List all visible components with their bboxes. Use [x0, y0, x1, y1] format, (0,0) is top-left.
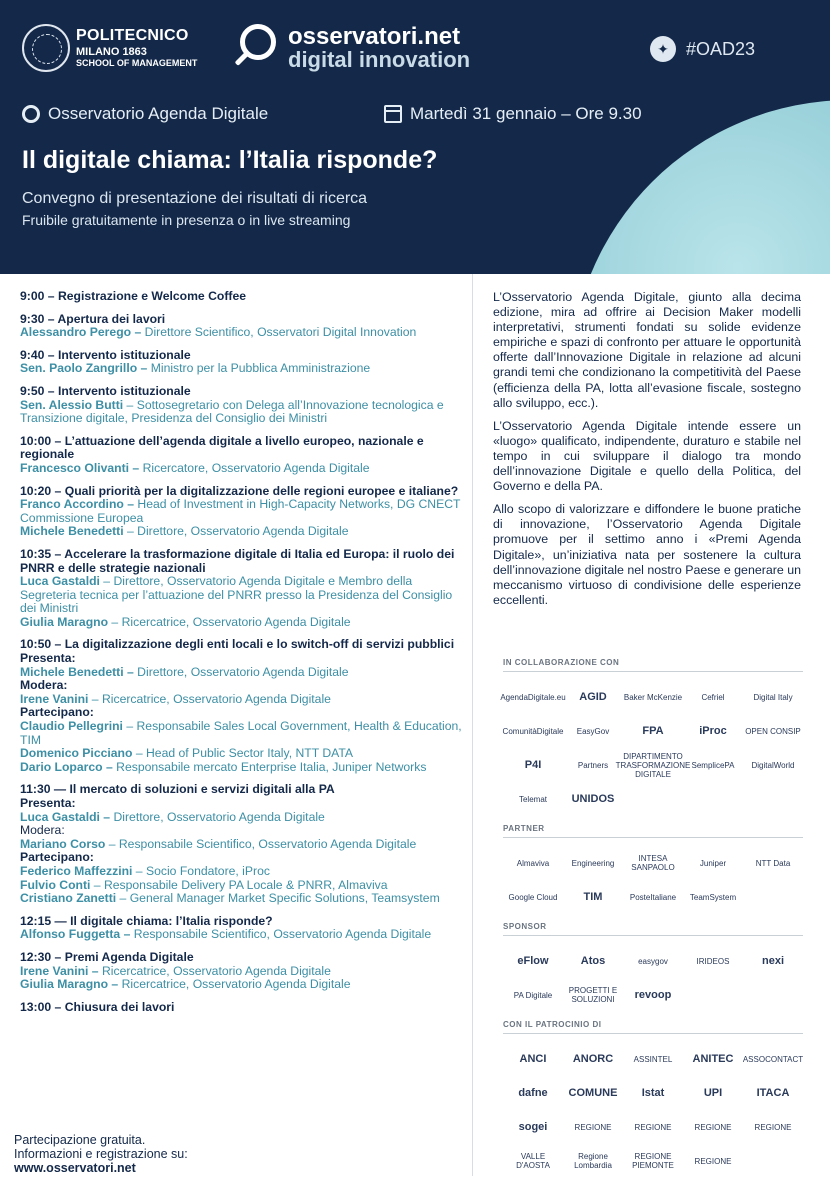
slot-role-heading: Presenta:: [20, 651, 76, 666]
speaker: [20, 928, 468, 942]
agenda-slot: [20, 435, 468, 476]
intro-text: [493, 290, 801, 616]
speaker: [20, 616, 468, 630]
speaker-role: Direttore, Osservatorio Agenda Digitale: [110, 809, 325, 824]
speaker-name: Federico Maffezzini: [20, 863, 133, 878]
speaker-name: Alfonso Fuggetta –: [20, 927, 131, 942]
slot-title: 9:30 – Apertura dei lavori: [20, 311, 166, 326]
partner-logo: Telemat: [518, 794, 547, 804]
partner-logo: FPA: [642, 724, 664, 737]
speaker-role: – Ricercatrice, Osservatorio Agenda Digitale: [108, 614, 351, 629]
speaker-role: – Head of Public Sector Italy, NTT DATA: [132, 746, 354, 761]
partner-logo: ComunitàDigitale: [502, 726, 564, 736]
slot-title: 9:00 – Registrazione e Welcome Coffee: [20, 289, 246, 303]
slot-title: 10:20 – Quali priorità per la digitalizzazione delle regioni europee e italiane?: [20, 483, 459, 498]
slot-title: 9:50 – Intervento istituzionale: [20, 383, 191, 398]
logo-sections: [500, 658, 804, 1186]
speaker: [20, 399, 468, 426]
speaker-role: – Ricercatrice, Osservatorio Agenda Digitale: [88, 691, 331, 706]
slot-title: 11:30 — Il mercato di soluzioni e servizi digitali alla PA: [20, 782, 335, 797]
twitter-hashtag[interactable]: [650, 36, 755, 62]
speaker-role: Head of Investment in High-Capacity Networks, DG CNECT Commissione Europea: [20, 497, 461, 525]
partner-logo: PROGETTI E SOLUZIONI: [568, 986, 618, 1004]
partner-logo: easygov: [638, 956, 668, 966]
agenda-slot: [20, 349, 468, 376]
osservatori-logo: [232, 22, 470, 74]
partner-logo: TIM: [583, 890, 603, 903]
speaker-role: Direttore, Osservatorio Agenda Digitale: [133, 664, 349, 679]
speaker-role: Direttore Scientifico, Osservatori Digital Innovation: [141, 325, 417, 340]
event-date-text: Martedì 31 gennaio – Ore 9.30: [410, 104, 642, 123]
speaker-role: – Sottosegretario con Delega all’Innovazione tecnologica e Transizione digitale, Presidenza del Consiglio dei Ministri: [20, 397, 444, 426]
agenda-program: [20, 290, 468, 1023]
speaker: [20, 525, 468, 539]
partner-logo: Engineering: [571, 858, 615, 868]
magnifier-icon: [232, 22, 282, 74]
speaker-role: – Direttore, Osservatorio Agenda Digitale e Membro della Segreteria tecnica per l’attuazione del PNRR presso la Presidenza del Consiglio dei Ministri: [20, 574, 453, 616]
partner-logo: COMUNE: [568, 1086, 618, 1099]
polimi-city: MILANO 1863: [76, 45, 147, 58]
speaker-role: Ricercatrice, Osservatorio Agenda Digitale: [118, 977, 351, 992]
speaker-name: Luca Gastaldi –: [20, 809, 111, 824]
agenda-slot: [20, 1001, 468, 1015]
speaker-name: Michele Benedetti –: [20, 664, 134, 679]
slot-role-heading: Partecipano:: [20, 705, 94, 720]
partner-logo: Google Cloud: [508, 892, 558, 902]
subtitle-streaming: Fruibile gratuitamente in presenza o in live streaming: [22, 212, 351, 228]
speaker-name: Irene Vanini –: [20, 963, 99, 978]
speaker-role: – Direttore, Osservatorio Agenda Digitale: [123, 524, 349, 539]
logo-grid: [503, 1042, 803, 1178]
footer-info: Informazioni e registrazione su:: [14, 1147, 188, 1161]
slot-role-heading: Presenta:: [20, 796, 76, 810]
logo-section-heading: PARTNER: [503, 824, 803, 838]
osservatori-tagline: digital innovation: [288, 47, 471, 72]
decorative-arc: [570, 100, 830, 274]
partner-logo: P4I: [524, 758, 542, 771]
partner-logo: Regione Lombardia: [574, 1152, 612, 1170]
agenda-slot: [20, 915, 468, 942]
speaker-name: Sen. Alessio Butti: [20, 397, 124, 412]
agenda-slot: [20, 385, 468, 426]
speaker: [20, 811, 468, 825]
partner-logo: ANORC: [572, 1052, 614, 1065]
speaker-role: – Socio Fondatore, iProc: [132, 863, 270, 878]
polimi-name: POLITECNICO: [76, 27, 189, 45]
speaker-name: Dario Loparco –: [20, 759, 113, 774]
hashtag-text: #OAD23: [686, 38, 756, 59]
speaker-name: Irene Vanini: [20, 691, 89, 706]
speaker: [20, 720, 468, 747]
partner-logo: Istat: [641, 1086, 665, 1099]
agenda-slot: [20, 290, 468, 304]
partner-logo: Atos: [580, 954, 606, 967]
partner-logo: DigitalWorld: [751, 760, 795, 770]
partner-logo: EasyGov: [576, 726, 610, 736]
partner-logo: nexi: [761, 954, 784, 967]
page-title: Il digitale chiama: l’Italia risponde?: [22, 146, 438, 174]
speaker: [20, 865, 468, 879]
slot-title: 10:35 – Accelerare la trasformazione digitale di Italia ed Europa: il ruolo dei PNRR e delle strategie nazionali: [20, 546, 455, 575]
speaker-name: Sen. Paolo Zangrillo –: [20, 361, 148, 376]
partner-logo: REGIONE: [754, 1122, 792, 1132]
partner-logo: dafne: [518, 1086, 548, 1099]
partner-logo: REGIONE: [634, 1122, 672, 1132]
logo-grid: [503, 944, 803, 1012]
slot-role-heading: Modera:: [20, 823, 65, 838]
partner-logo: AgendaDigitale.eu: [500, 692, 566, 702]
slot-title: 10:50 – La digitalizzazione degli enti locali e lo switch-off di servizi pubblici: [20, 637, 455, 652]
partner-logo: ANITEC: [692, 1052, 734, 1065]
speaker: [20, 462, 468, 476]
slot-title: 9:40 – Intervento istituzionale: [20, 347, 191, 362]
speaker-role: Ministro per la Pubblica Amministrazione: [147, 361, 371, 376]
speaker-name: Fulvio Conti: [20, 877, 91, 892]
logo-section-heading: IN COLLABORAZIONE CON: [503, 658, 803, 672]
partner-logo: INTESA SANPAOLO: [631, 854, 675, 872]
speaker-role: – Responsabile Scientifico, Osservatorio Agenda Digitale: [105, 836, 417, 851]
speaker-name: Claudio Pellegrini: [20, 719, 123, 734]
partner-logo: ANCI: [519, 1052, 547, 1065]
polimi-seal-icon: [22, 24, 70, 72]
polimi-logo: [22, 24, 197, 72]
speaker: [20, 575, 468, 616]
slot-role-heading: Partecipano:: [20, 850, 94, 865]
partner-logo: SemplicePA: [691, 760, 735, 770]
polimi-school: SCHOOL OF MANAGEMENT: [76, 58, 198, 69]
subtitle: Convegno di presentazione dei risultati di ricerca: [22, 190, 368, 207]
partner-logo: UNIDOS: [571, 792, 615, 805]
speaker-role: Responsabile mercato Enterprise Italia, Juniper Networks: [112, 759, 427, 774]
intro-paragraph: L’Osservatorio Agenda Digitale intende essere un «luogo» qualificato, indipendente, duraturo e stabile nel tempo in cui sviluppare il dialogo tra mondo dell’innovazione Digitale e quello della Politica, del Governo e della PA.: [493, 418, 801, 494]
partner-logo: Cefriel: [701, 692, 725, 702]
intro-paragraph: Allo scopo di valorizzare e diffondere le buone pratiche di innovazione, l’Osservatorio Agenda Digitale promuove per il settimo anno i «Premi Agenda Digitale», un’iniziativa nata per sostenere la cultura dell’innovazione digitale nel nostro Paese e generare un meccanismo virtuoso di condivisione delle esperienze eccellenti.: [493, 502, 801, 607]
partner-logo: DIPARTIMENTO TRASFORMAZIONE DIGITALE: [615, 751, 691, 779]
osservatori-name: osservatori.net: [288, 23, 461, 50]
speaker-name: Franco Accordino –: [20, 497, 134, 512]
agenda-slot: [20, 951, 468, 992]
speaker: [20, 326, 468, 340]
logo-grid: [500, 680, 803, 816]
speaker-role: – General Manager Market Specific Solutions, Teamsystem: [116, 891, 440, 906]
agenda-slot: [20, 485, 468, 539]
slot-title: 10:00 – L’attuazione dell’agenda digitale a livello europeo, nazionale e regionale: [20, 433, 424, 462]
agenda-slot: [20, 638, 468, 774]
partner-logo: TeamSystem: [689, 892, 737, 902]
speaker-name: Alessandro Perego –: [20, 325, 142, 340]
registration-footer: [14, 1133, 188, 1175]
slot-title: 12:30 – Premi Agenda Digitale: [20, 949, 194, 964]
partner-logo: Almaviva: [516, 858, 550, 868]
logo-grid: [503, 846, 803, 914]
agenda-slot: [20, 783, 468, 905]
agenda-slot: [20, 313, 468, 340]
speaker: [20, 666, 468, 680]
observatory-name: Osservatorio Agenda Digitale: [48, 104, 269, 123]
partner-logo: ITACA: [756, 1086, 790, 1099]
partner-logo: eFlow: [517, 954, 549, 967]
calendar-icon: [384, 105, 402, 123]
footer-free: Partecipazione gratuita.: [14, 1133, 146, 1147]
speaker-name: Giulia Maragno: [20, 614, 109, 629]
logo-section-heading: SPONSOR: [503, 922, 803, 936]
header-banner: [0, 0, 830, 274]
speaker: [20, 498, 468, 525]
speaker-name: Domenico Picciano: [20, 746, 133, 761]
partner-logo: NTT Data: [755, 858, 791, 868]
partner-logo: OPEN CONSIP: [745, 726, 801, 736]
speaker: [20, 965, 468, 979]
column-divider: [472, 274, 473, 1176]
registration-link[interactable]: www.osservatori.net: [14, 1161, 136, 1175]
speaker-name: Giulia Maragno –: [20, 977, 119, 992]
speaker-role: – Responsabile Delivery PA Locale & PNRR, Almaviva: [90, 877, 388, 892]
partner-logo: revoop: [634, 988, 672, 1001]
twitter-icon: ✦: [650, 36, 676, 62]
speaker-name: Michele Benedetti: [20, 524, 124, 539]
partner-logo: PA Digitale: [513, 990, 553, 1000]
agenda-slot: [20, 548, 468, 630]
speaker-name: Luca Gastaldi: [20, 574, 100, 589]
speaker-role: Ricercatrice, Osservatorio Agenda Digitale: [98, 963, 331, 978]
speaker-name: Mariano Corso: [20, 836, 106, 851]
speaker: [20, 693, 468, 707]
speaker-role: Responsabile Scientifico, Osservatorio Agenda Digitale: [130, 927, 432, 942]
partner-logo: Baker McKenzie: [623, 692, 683, 702]
partner-logo: REGIONE PIEMONTE: [632, 1152, 674, 1170]
logo-section-heading: CON IL PATROCINIO DI: [503, 1020, 803, 1034]
partner-logo: ASSINTEL: [633, 1054, 673, 1064]
partner-logo: Digital Italy: [753, 692, 793, 702]
partner-logo: Juniper: [699, 858, 727, 868]
partner-logo: IRIDEOS: [696, 956, 730, 966]
speaker: [20, 761, 468, 775]
speaker: [20, 978, 468, 992]
speaker: [20, 892, 468, 906]
slot-title: 13:00 – Chiusura dei lavori: [20, 999, 175, 1014]
partner-logo: REGIONE: [574, 1122, 612, 1132]
speaker-role: – Responsabile Sales Local Government, Health & Education, TIM: [20, 719, 462, 747]
speaker: [20, 879, 468, 893]
partner-logo: sogei: [518, 1120, 548, 1133]
partner-logo: UPI: [703, 1086, 723, 1099]
partner-logo: VALLE D'AOSTA: [516, 1152, 550, 1170]
speaker: [20, 747, 468, 761]
intro-paragraph: L’Osservatorio Agenda Digitale, giunto alla decima edizione, mira ad offrire ai Decision Maker modelli interpretativi, strumenti fondati su solide evidenze empiriche e spazi di confronto per attuare le opportunità offerte dall’Innovazione Digitale in relazione ad alcuni grandi temi che condizionano la competitività del Paese (efficienza della PA, lotta all’evasione fiscale, sostegno allo sviluppo, ecc.).: [493, 290, 801, 410]
speaker: [20, 838, 468, 852]
partner-logo: AGID: [579, 690, 607, 703]
partner-logo: PosteItaliane: [629, 892, 677, 902]
speaker: [20, 362, 468, 376]
partner-logo: REGIONE: [694, 1122, 732, 1132]
partner-logo: REGIONE: [694, 1156, 732, 1166]
search-icon: [22, 105, 40, 123]
slot-role-heading: Modera:: [20, 678, 68, 693]
slot-title: 12:15 — Il digitale chiama: l’Italia risponde?: [20, 913, 273, 928]
observatory-label: [22, 104, 268, 124]
speaker-name: Cristiano Zanetti: [20, 891, 117, 906]
speaker-name: Francesco Olivanti –: [20, 460, 140, 475]
partner-logo: ASSOCONTACT: [742, 1054, 804, 1064]
partner-logo: iProc: [699, 724, 727, 737]
speaker-role: Ricercatore, Osservatorio Agenda Digitale: [139, 460, 370, 475]
partner-logo: Partners: [577, 760, 609, 770]
event-date: [384, 104, 642, 124]
